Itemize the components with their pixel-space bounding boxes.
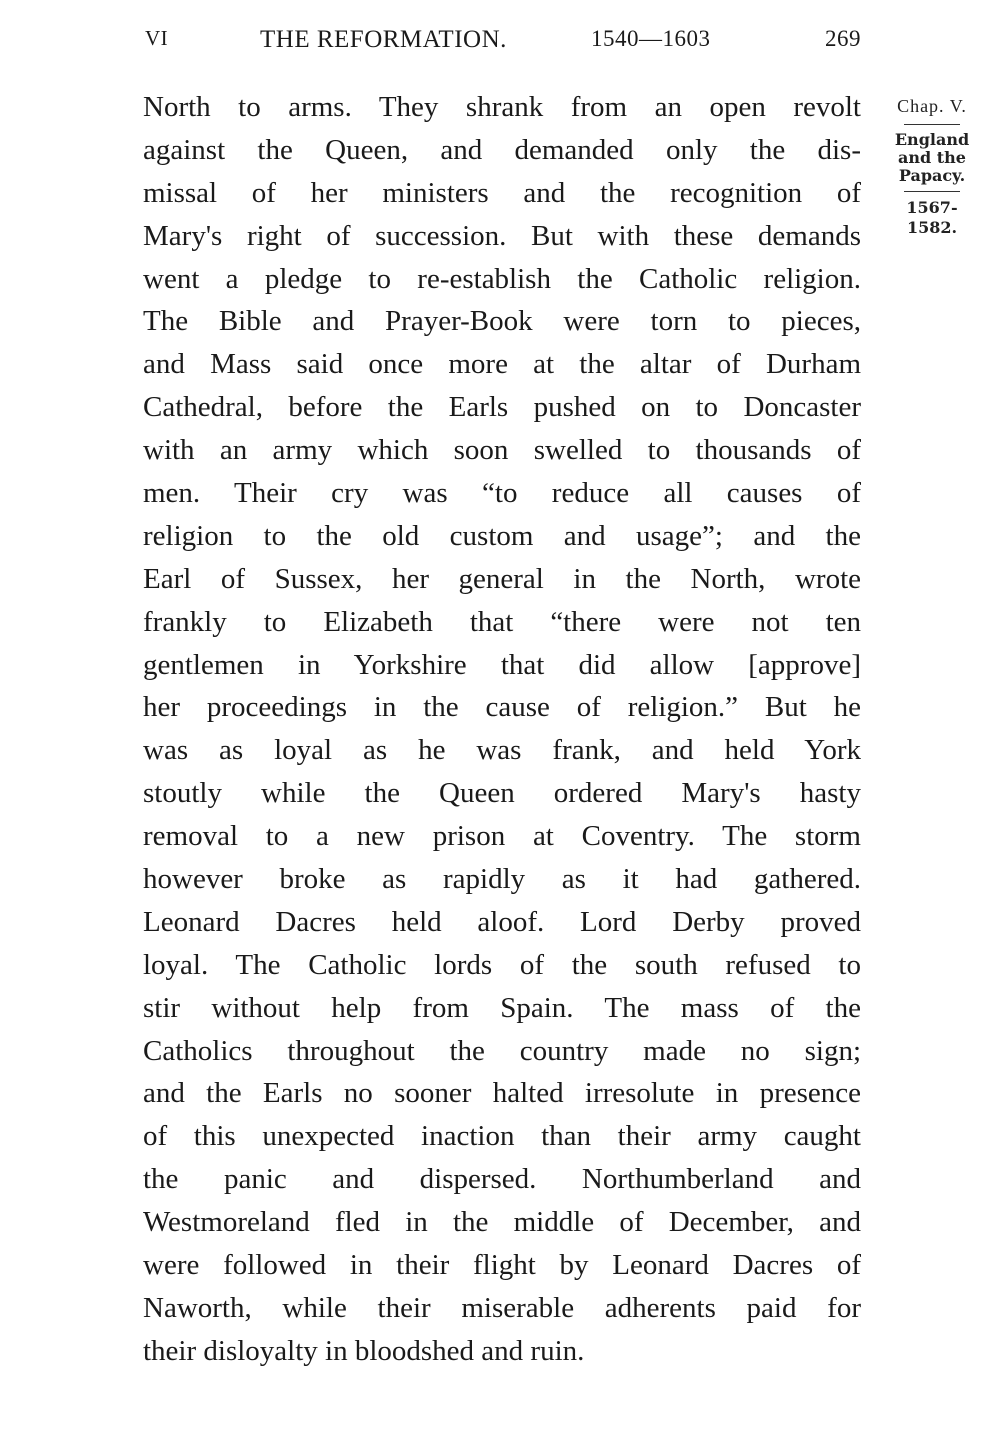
- section-number: VI: [145, 26, 169, 50]
- margin-chapter: Chap. V.: [897, 96, 967, 116]
- text-line: and the Earls no sooner halted irresolute in presence: [143, 1077, 861, 1110]
- text-line: men. Their cry was “to reduce all causes of: [143, 477, 861, 510]
- text-line: Cathedral, before the Earls pushed on to Doncaster: [143, 391, 861, 424]
- margin-topic-line: England: [894, 130, 970, 149]
- running-title: THE REFORMATION.: [260, 26, 507, 53]
- text-line: Westmoreland fled in the middle of December, and: [143, 1206, 861, 1239]
- text-line: the panic and dispersed. Northumberland and: [143, 1163, 861, 1196]
- text-line: missal of her ministers and the recognition of: [143, 176, 861, 209]
- margin-topic-line: Papacy.: [898, 166, 966, 185]
- text-line: loyal. The Catholic lords of the south refused to: [143, 948, 861, 981]
- margin-dates: 1567-1582.: [906, 198, 958, 237]
- margin-rule: [904, 191, 960, 192]
- text-line: stir without help from Spain. The mass of the: [143, 991, 861, 1024]
- text-line: and Mass said once more at the altar of Durham: [143, 348, 861, 381]
- text-line: Mary's right of succession. But with these demands: [143, 219, 861, 252]
- text-line: gentlemen in Yorkshire that did allow [approve]: [143, 648, 861, 681]
- text-line: North to arms. They shrank from an open revolt: [143, 91, 861, 123]
- text-line: stoutly while the Queen ordered Mary's hasty: [143, 777, 861, 810]
- running-dates: 1540—1603: [591, 26, 711, 51]
- text-line: The Bible and Prayer-Book were torn to pieces,: [143, 305, 861, 338]
- body-paragraph: [143, 86, 861, 1373]
- text-line: her proceedings in the cause of religion.” But he: [143, 691, 861, 724]
- margin-topic-line: and the: [898, 148, 966, 167]
- text-line: their disloyalty in bloodshed and ruin.: [143, 1334, 585, 1367]
- running-head: [143, 26, 861, 58]
- text-line: removal to a new prison at Coventry. The storm: [143, 820, 861, 853]
- text-line: Leonard Dacres held aloof. Lord Derby proved: [143, 905, 861, 938]
- text-line: Catholics throughout the country made no sign;: [143, 1034, 861, 1067]
- text-line: against the Queen, and demanded only the dis-: [143, 133, 861, 166]
- text-line: went a pledge to re-establish the Catholic religion.: [143, 262, 861, 295]
- text-line: however broke as rapidly as it had gathered.: [143, 863, 861, 896]
- margin-note: [884, 94, 980, 238]
- text-line: frankly to Elizabeth that “there were not ten: [143, 605, 861, 638]
- page-number: 269: [825, 26, 861, 51]
- text-line: with an army which soon swelled to thousands of: [143, 434, 861, 467]
- text-line: Naworth, while their miserable adherents paid for: [143, 1291, 861, 1324]
- text-line: religion to the old custom and usage”; and the: [143, 519, 861, 552]
- text-line: of this unexpected inaction than their army caught: [143, 1120, 861, 1153]
- text-line: was as loyal as he was frank, and held York: [143, 734, 861, 767]
- text-line: were followed in their flight by Leonard Dacres of: [143, 1249, 861, 1282]
- text-line: Earl of Sussex, her general in the North, wrote: [143, 562, 861, 595]
- margin-rule: [904, 124, 960, 125]
